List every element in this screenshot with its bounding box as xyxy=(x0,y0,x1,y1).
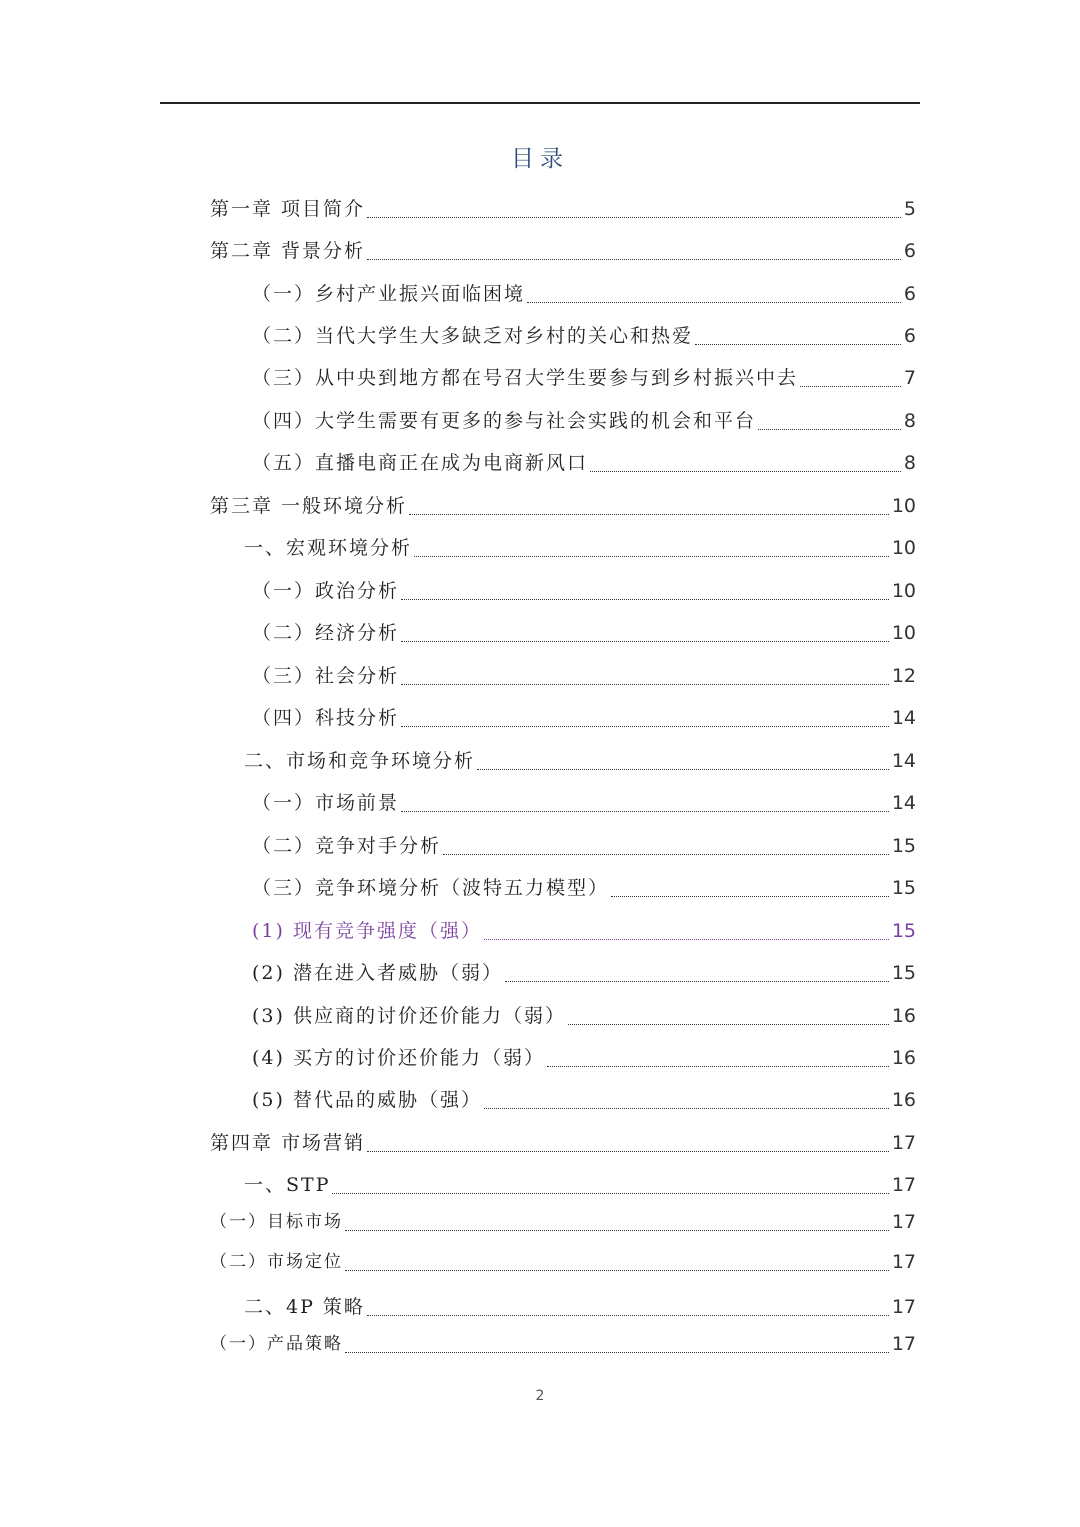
toc-entry[interactable]: （五）直播电商正在成为电商新风口 8 xyxy=(252,452,916,474)
toc-entry[interactable]: （三）从中央到地方都在号召大学生要参与到乡村振兴中去 7 xyxy=(252,367,916,389)
toc-entry[interactable]: 第一章 项目简介 5 xyxy=(210,198,916,220)
toc-entry-active[interactable]: (1) 现有竞争强度（强） 15 xyxy=(252,920,916,942)
toc-title: 目录 xyxy=(511,146,569,172)
toc-entry[interactable]: （三）社会分析 12 xyxy=(252,665,916,687)
toc-entry[interactable]: （一）目标市场 17 xyxy=(210,1211,916,1233)
toc-entry[interactable]: （一）乡村产业振兴面临困境 6 xyxy=(252,283,916,305)
toc-entry[interactable]: （二）竞争对手分析 15 xyxy=(252,835,916,857)
toc-entry[interactable]: （二）经济分析 10 xyxy=(252,622,916,644)
toc-entry[interactable]: （一）产品策略 17 xyxy=(210,1333,916,1355)
toc-entry[interactable]: (4) 买方的讨价还价能力（弱） 16 xyxy=(252,1047,916,1069)
toc-entry[interactable]: （一）政治分析 10 xyxy=(252,580,916,602)
toc-entry[interactable]: 第三章 一般环境分析 10 xyxy=(210,495,916,517)
toc-entry[interactable]: (5) 替代品的威胁（强） 16 xyxy=(252,1089,916,1111)
toc-entry[interactable]: (2) 潜在进入者威胁（弱） 15 xyxy=(252,962,916,984)
toc-entry[interactable]: 二、市场和竞争环境分析 14 xyxy=(244,750,916,772)
toc-entry[interactable]: （一）市场前景 14 xyxy=(252,792,916,814)
page-number: 2 xyxy=(535,1388,545,1404)
toc-entry[interactable]: 第二章 背景分析 6 xyxy=(210,240,916,262)
toc-entry[interactable]: （四）科技分析 14 xyxy=(252,707,916,729)
toc-entry[interactable]: （二）市场定位 17 xyxy=(210,1251,916,1273)
toc-entry[interactable]: （二）当代大学生大多缺乏对乡村的关心和热爱 6 xyxy=(252,325,916,347)
toc-entry[interactable]: 一、STP 17 xyxy=(244,1174,916,1196)
toc-entry[interactable]: 第四章 市场营销 17 xyxy=(210,1132,916,1154)
toc-entry[interactable]: （四）大学生需要有更多的参与社会实践的机会和平台 8 xyxy=(252,410,916,432)
toc-entry[interactable]: （三）竞争环境分析（波特五力模型） 15 xyxy=(252,877,916,899)
toc-entry[interactable]: (3) 供应商的讨价还价能力（弱） 16 xyxy=(252,1005,916,1027)
toc-entry[interactable]: 一、宏观环境分析 10 xyxy=(244,537,916,559)
toc-entry[interactable]: 二、4P 策略 17 xyxy=(244,1296,916,1318)
